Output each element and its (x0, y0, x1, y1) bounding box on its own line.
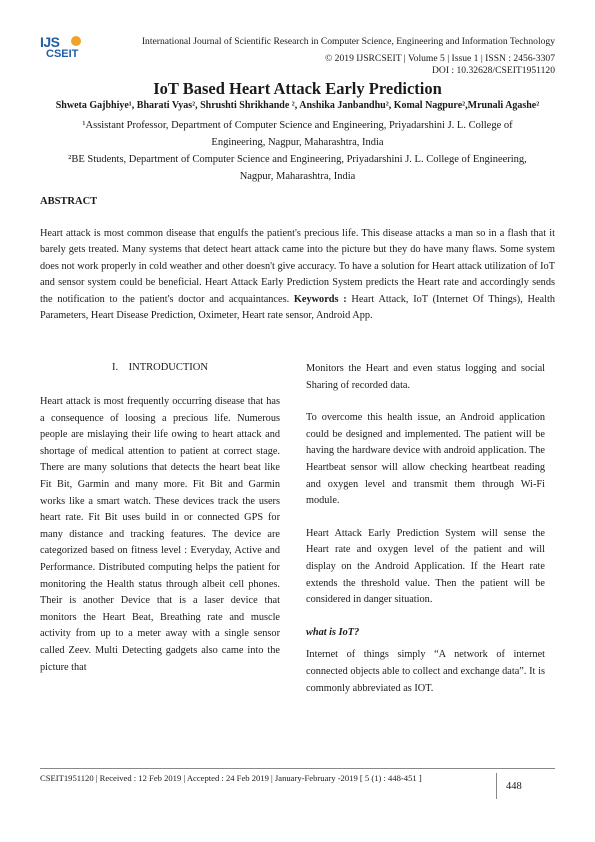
affiliation-2-line-1: ²BE Students, Department of Computer Science and Engineering, Priyadarshini J. L. College of Engineering, (68, 154, 527, 165)
intro-paragraph-5: Internet of things simply “A network of internet connected objects able to collect and exchange data”. It is commonly abbreviated as IOT. (306, 649, 545, 694)
keywords-label: Keywords : (293, 293, 352, 305)
affiliation-1-line-2: Engineering, Nagpur, Maharashtra, India (211, 137, 384, 148)
subsection-heading-iot: what is IoT? (306, 626, 360, 638)
section-number: I. (112, 362, 119, 373)
paper-title: IoT Based Heart Attack Early Prediction (153, 79, 442, 98)
keywords-list: Heart Attack, IoT (Internet Of Things), Health Parameters, Heart Disease Prediction, Oximeter, Heart rate sensor, Android App. (40, 293, 555, 322)
abstract-body: Heart attack is most common disease that engulfs the patient's precious life. This disease attacks a man so in a flash that it barely gets treated. Many systems that detect heart attack came into the picture but they do have many flaws. Some system does not work properly in cold weather and other doesn't give accuracy. To have a solution for Heart attack utilization of IoT and sensor system could be beneficial. Heart Attack Early Prediction System predicts the Heart rate and accordingly sends the notification to the patient's doctor and acquaintances. (40, 228, 555, 305)
journal-name: International Journal of Scientific Research in Computer Science, Engineering and Information Technology (141, 36, 555, 47)
logo-text-bottom: CSEIT (46, 48, 79, 60)
intro-paragraph-3: To overcome this health issue, an Android application could be designed and implemented. The patient will be having the hardware device with android application. The Heartbeat sensor will allow checking heartbeat reading and oxygen level and transmit them through Wi-Fi module. (306, 412, 545, 507)
author-list: Shweta Gajbhiye¹, Bharati Vyas², Shrushti Shrikhande ², Anshika Janbandhu², Komal Nagpure²,Mrunali Agashe² (55, 100, 540, 111)
intro-paragraph-2: Monitors the Heart and even status logging and social Sharing of recorded data. (306, 363, 545, 391)
journal-logo (40, 34, 90, 64)
section-title: INTRODUCTION (128, 362, 208, 373)
logo-text-top: IJS (40, 34, 60, 50)
introduction-left-column (40, 394, 280, 676)
footer-citation: CSEIT1951120 | Received : 12 Feb 2019 | Accepted : 24 Feb 2019 | January-February -2019 [ 5 (1) : 448-451 ] (40, 773, 422, 783)
affiliation-1-line-1: ¹Assistant Professor, Department of Computer Science and Engineering, Priyadarshini J. L. College of (82, 120, 513, 131)
intro-paragraph-1: Heart attack is most frequently occurring disease that has a consequence of loosing a precious life. Numerous people are mislaying their life owing to heart attack and shortage of medical attention to patient at correct stage. There are many solutions that detects the heart beat like Fit Bit, Garmin and many more. Fit Bit and Garmin works like a smart watch. These devices track the users heart rate. Fit Bit uses build in or connected GPS for many distance and tracking features. The device are categorized based on fitness level : Everyday, Active and Performance. Distributed computing helps the patient for monitoring the Health status through albeit cell phones. Their is another Device that is a laser device that monitors the Heart Beat, Breathing rate and muscle activity from up to a meter away with a single sensor called Zeev. Multi Detecting gadgets also came into the picture that (40, 396, 280, 673)
section-heading-introduction (40, 362, 280, 373)
logo-globe-icon (71, 36, 81, 46)
abstract-heading: ABSTRACT (40, 196, 98, 207)
page-number: 448 (506, 781, 522, 792)
abstract-text (40, 226, 555, 324)
doi-line: DOI : 10.32628/CSEIT1951120 (431, 65, 555, 76)
footer-rule (40, 768, 555, 769)
issn-line: © 2019 IJSRCSEIT | Volume 5 | Issue 1 | ISSN : 2456-3307 (325, 53, 555, 64)
affiliation-2-line-2: Nagpur, Maharashtra, India (239, 171, 356, 182)
intro-paragraph-4: Heart Attack Early Prediction System will sense the Heart rate and oxygen level of the patient and will display on the Android Application. If the Heart rate extends the threshold value. Then the patient will be considered in danger situation. (306, 527, 545, 606)
introduction-right-column (306, 361, 545, 697)
